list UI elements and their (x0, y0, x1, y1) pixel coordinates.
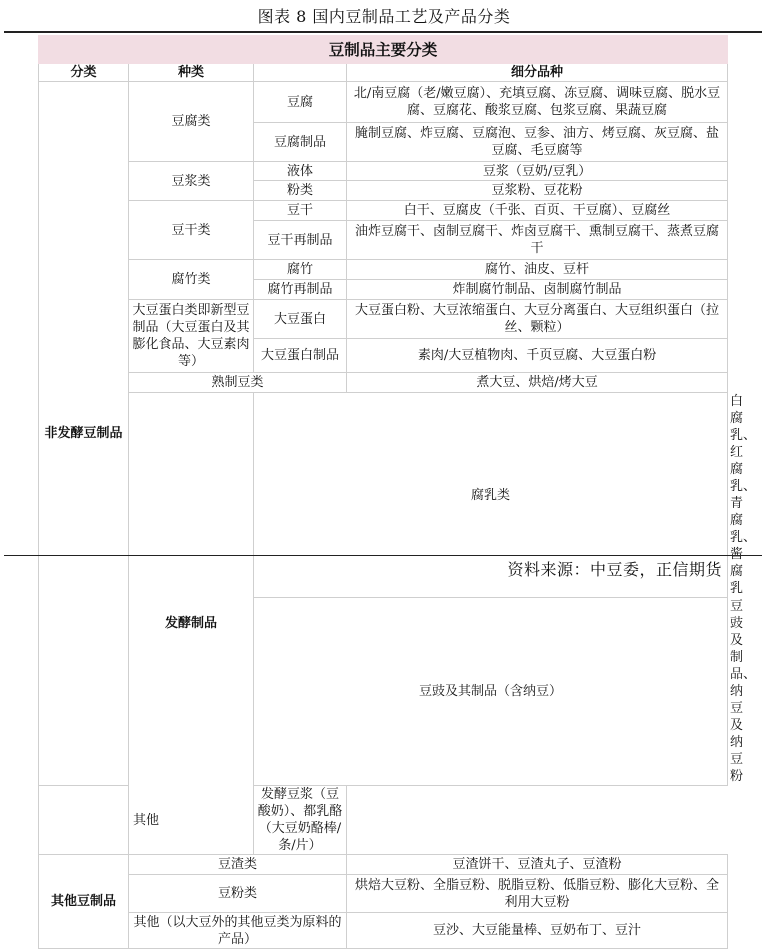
table-row: 豆豉及其制品（含纳豆） 豆豉及制品、纳豆及纳豆粉 (39, 598, 728, 786)
bottom-rule (4, 555, 762, 556)
header-kind: 种类 (129, 64, 254, 82)
detail-cell: 豆渣饼干、豆渣丸子、豆渣粉 (347, 855, 728, 875)
classification-table (38, 35, 757, 949)
detail-cell: 炸制腐竹制品、卤制腐竹制品 (347, 280, 728, 300)
header-sub-blank (254, 64, 347, 82)
table-row (39, 82, 728, 123)
category-non-fermented: 非发酵豆制品 (39, 82, 129, 786)
detail-cell: 豆沙、大豆能量棒、豆奶布丁、豆汁 (347, 913, 728, 949)
category-other: 其他豆制品 (39, 855, 129, 949)
detail-cell: 腐竹、油皮、豆杆 (347, 260, 728, 280)
table-banner-row (39, 36, 728, 64)
detail-cell: 豆浆粉、豆花粉 (347, 181, 728, 201)
detail-cell: 北/南豆腐（老/嫩豆腐）、充填豆腐、冻豆腐、调味豆腐、脱水豆腐、豆腐花、酸浆豆腐、包浆豆腐、果蔬豆腐 (347, 82, 728, 123)
kind-cell: 豆腐类 (129, 82, 254, 162)
table-row (39, 260, 728, 280)
kind-cell: 其他 (39, 786, 254, 855)
sub-kind-cell: 豆腐制品 (254, 123, 347, 162)
category-fermented: 发酵制品 (129, 393, 254, 855)
detail-cell: 白干、豆腐皮（千张、百页、干豆腐）、豆腐丝 (347, 201, 728, 221)
detail-cell: 腌制豆腐、炸豆腐、豆腐泡、豆参、油方、烤豆腐、灰豆腐、盐豆腐、毛豆腐等 (347, 123, 728, 162)
detail-cell: 发酵豆浆（豆酸奶）、都乳酪（大豆奶酪棒/条/片） (254, 786, 347, 855)
sub-kind-cell: 豆干 (254, 201, 347, 221)
table-row (39, 855, 728, 875)
kind-cell: 其他（以大豆外的其他豆类为原料的产品） (129, 913, 347, 949)
table-title: 豆制品主要分类 (39, 36, 728, 64)
table-row (39, 162, 728, 181)
kind-cell: 腐乳类 (254, 393, 728, 598)
table-row (39, 913, 728, 949)
kind-cell: 豆浆类 (129, 162, 254, 201)
kind-cell: 熟制豆类 (129, 373, 347, 393)
sub-kind-cell: 粉类 (254, 181, 347, 201)
sub-kind-cell: 腐竹 (254, 260, 347, 280)
column-header-row (39, 64, 728, 82)
kind-cell: 大豆蛋白类即新型豆制品（大豆蛋白及其膨化食品、大豆素肉等） (129, 300, 254, 373)
detail-cell: 大豆蛋白粉、大豆浓缩蛋白、大豆分离蛋白、大豆组织蛋白（拉丝、颗粒） (347, 300, 728, 339)
table-row (39, 875, 728, 913)
sub-kind-cell: 豆腐 (254, 82, 347, 123)
header-category: 分类 (39, 64, 129, 82)
table-row (39, 300, 728, 339)
figure-title: 图表 8 国内豆制品工艺及产品分类 (257, 7, 511, 26)
detail-cell: 煮大豆、烘焙/烤大豆 (347, 373, 728, 393)
sub-kind-cell: 豆干再制品 (254, 221, 347, 260)
kind-cell: 豆豉及其制品（含纳豆） (254, 598, 728, 786)
detail-cell: 油炸豆腐干、卤制豆腐干、炸卤豆腐干、熏制豆腐干、蒸煮豆腐干 (347, 221, 728, 260)
table-row (39, 201, 728, 221)
kind-cell: 腐竹类 (129, 260, 254, 300)
source-note: 资料来源：中豆委，正信期货 (507, 560, 722, 579)
detail-cell: 豆浆（豆奶/豆乳） (347, 162, 728, 181)
kind-cell: 豆粉类 (129, 875, 347, 913)
sub-kind-cell: 大豆蛋白制品 (254, 339, 347, 373)
header-detail: 细分品种 (347, 64, 728, 82)
sub-kind-cell: 液体 (254, 162, 347, 181)
detail-cell: 素肉/大豆植物肉、千页豆腐、大豆蛋白粉 (347, 339, 728, 373)
table-row (39, 786, 728, 855)
top-rule (4, 31, 762, 33)
kind-cell: 豆渣类 (129, 855, 347, 875)
table-row: 发酵制品 腐乳类 白腐乳、红腐乳、青腐乳、酱腐乳 (39, 393, 728, 598)
sub-kind-cell: 大豆蛋白 (254, 300, 347, 339)
table-row (39, 373, 728, 393)
sub-kind-cell: 腐竹再制品 (254, 280, 347, 300)
detail-cell: 烘焙大豆粉、全脂豆粉、脱脂豆粉、低脂豆粉、膨化大豆粉、全利用大豆粉 (347, 875, 728, 913)
kind-cell: 豆干类 (129, 201, 254, 260)
